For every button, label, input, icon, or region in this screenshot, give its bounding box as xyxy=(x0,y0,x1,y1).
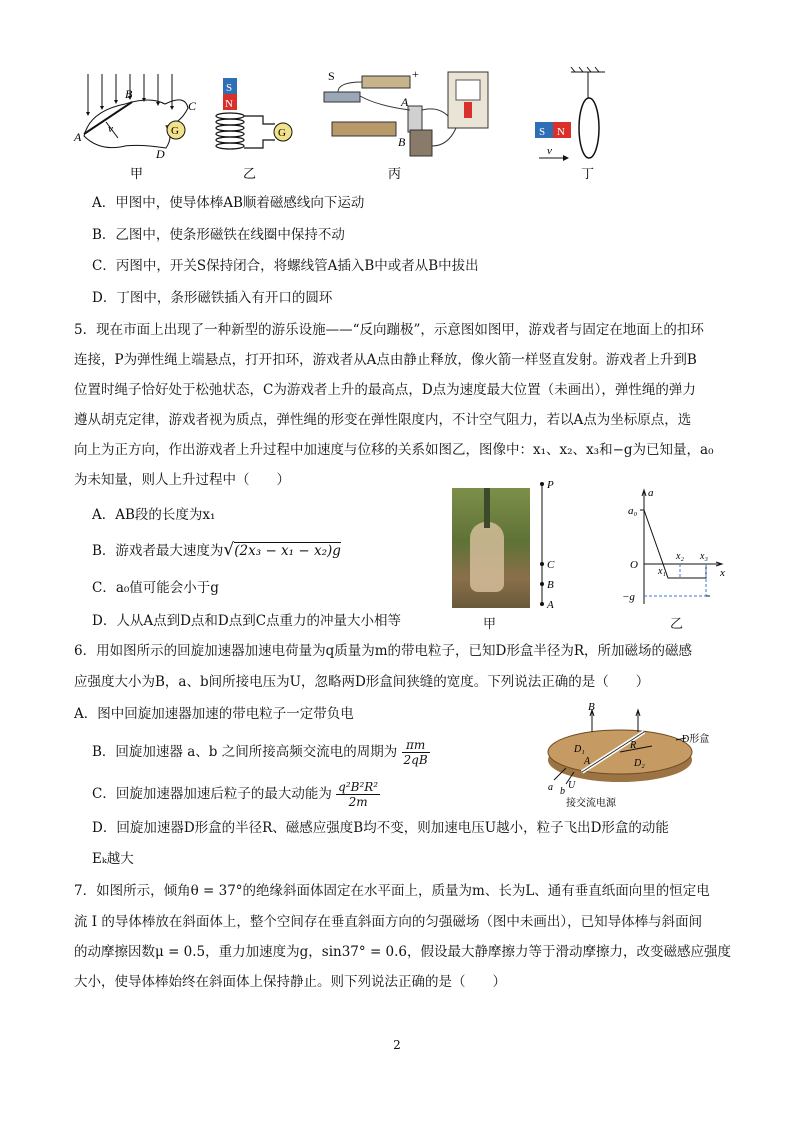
fig-jia-rope-diagram xyxy=(530,478,570,626)
q5-option-b-expr: (2x₃ − x₁ − x₂)g xyxy=(234,543,341,559)
rope-point-c: C xyxy=(547,559,555,571)
cyclo-d2: D₂ xyxy=(634,758,645,769)
fig-bing-label: 丙 xyxy=(388,166,402,181)
q5-option-b: B．游戏者最大速度为√(2x₃ − x₁ − x₂)g xyxy=(92,540,341,560)
cyclo-terminal-b: b xyxy=(560,786,565,797)
q4-option-d: D．丁图中，条形磁铁插入有开口的圆环 xyxy=(92,290,333,306)
q5-stem-line-4: 遵从胡克定律，游戏者视为质点，弹性绳的形变在弹性限度内，不计空气阻力，若以A点为坐标原点，选 xyxy=(74,412,692,428)
q5-option-c: C．a₀值可能会小于g xyxy=(92,580,219,596)
q6-option-c-prefix: C．回旋加速器加速后粒子的最大动能为 xyxy=(92,786,332,802)
graph-x1: x₁ xyxy=(658,566,666,577)
cyclo-ac-source: 接交流电源 xyxy=(566,798,616,809)
cyclo-radius: R xyxy=(630,740,637,751)
cyclo-d1: D₁ xyxy=(574,744,585,755)
q6-option-c xyxy=(92,780,380,809)
fig-yi xyxy=(205,72,305,184)
jia-point-b: B xyxy=(125,87,133,101)
q4-option-c: C．丙图中，开关S保持闭合，将螺线管A插入B中或者从B中拔出 xyxy=(92,258,479,274)
graph-axis-a: a xyxy=(648,487,654,499)
q6-option-c-fraction xyxy=(336,780,380,809)
q7-stem-line-4: 大小，使导体棒始终在斜面体上保持静止。则下列说法正确的是（ ） xyxy=(74,974,506,990)
graph-neg-g: −g xyxy=(622,591,635,603)
q6-option-b xyxy=(92,738,430,767)
q4-option-a: A．甲图中，使导体棒AB顺着磁感线向下运动 xyxy=(92,195,365,211)
cyclo-d-box-label: D形盒 xyxy=(682,734,710,745)
fig-jia-label: 甲 xyxy=(130,166,144,181)
bing-coil-a: A xyxy=(401,95,409,109)
q7-stem-line-3: 的动摩擦因数μ = 0.5，重力加速度为g，sin37° = 0.6，假设最大静摩擦力等于滑动摩擦力，改变磁感应强度 xyxy=(74,944,732,960)
q6-c-numerator: q²B²R² xyxy=(338,780,379,794)
ding-magnet-n: N xyxy=(557,126,565,138)
q6-option-b-prefix: B．回旋加速器 a、b 之间所接高频交流电的周期为 xyxy=(92,744,398,760)
fig-bing xyxy=(318,66,498,184)
q6-c-denominator: 2m xyxy=(348,795,368,809)
q6-b-denominator: 2qB xyxy=(403,753,428,767)
yi-magnet-n: N xyxy=(225,98,233,110)
fig-ding xyxy=(525,66,625,184)
fig-jia xyxy=(70,66,210,184)
q4-option-b: B．乙图中，使条形磁铁在线圈中保持不动 xyxy=(92,227,345,243)
fig-yi-label: 乙 xyxy=(243,166,257,181)
ding-velocity: v xyxy=(547,145,552,157)
q6-stem-line-1: 6．用如图所示的回旋加速器加速电荷量为q质量为m的带电粒子，已知D形盒半径为R，所加磁场的磁感 xyxy=(74,643,693,659)
q6-stem-line-2: 应强度大小为B，a、b间所接电压为U，忽略两D形盒间狭缝的宽度。下列说法正确的是（ ） xyxy=(74,674,650,690)
cyclo-b-field: B xyxy=(588,702,595,713)
graph-x2: x₂ xyxy=(676,551,684,562)
photo-rope xyxy=(484,488,490,528)
photo-person xyxy=(470,522,504,592)
q7-stem-line-1: 7．如图所示，倾角θ = 37°的绝缘斜面体固定在水平面上，质量为m、长为L、通有垂直纸面向里的恒定电 xyxy=(74,883,710,899)
q5-option-a: A．AB段的长度为x₁ xyxy=(92,507,216,523)
bing-switch-s: S xyxy=(328,69,335,83)
q5-stem-line-6: 为未知量，则人上升过程中（ ） xyxy=(74,472,290,488)
rope-point-p: P xyxy=(547,479,554,491)
cyclo-voltage: U xyxy=(568,780,576,791)
jia-point-d: D xyxy=(156,147,165,161)
jia-g-label: G xyxy=(171,125,179,137)
cyclo-point-a: A xyxy=(584,756,591,767)
bing-plus: + xyxy=(412,67,419,81)
q5-option-d: D．人从A点到D点和D点到C点重力的冲量大小相等 xyxy=(92,613,402,629)
graph-axis-x: x xyxy=(720,567,725,579)
rope-point-a: A xyxy=(547,599,554,611)
q6-option-b-fraction xyxy=(402,738,430,767)
q6-b-numerator: πm xyxy=(402,738,430,753)
graph-x3: x₃ xyxy=(700,551,708,562)
q7-stem-line-2: 流 I 的导体棒放在斜面体上，整个空间存在垂直斜面方向的匀强磁场（图中未画出），已知导体棒与斜面间 xyxy=(74,914,703,930)
q5-stem-line-5: 向上为正方向，作出游戏者上升过程中加速度与位移的关系如图乙，图像中：x₁、x₂、x₃和−g为已知量，a₀ xyxy=(74,442,714,458)
rope-point-b: B xyxy=(547,579,554,591)
cyclo-terminal-a: a xyxy=(548,782,553,793)
q5-option-b-prefix: B．游戏者最大速度为 xyxy=(92,543,224,559)
yi-magnet-s: S xyxy=(226,82,233,94)
jia-point-a: A xyxy=(74,130,82,144)
q5-stem-line-2: 连接，P为弹性绳上端悬点，打开扣环，游戏者从A点由静止释放，像火箭一样竖直发射。游戏者上升到B xyxy=(74,352,697,368)
q6-option-d-line-1: D．回旋加速器D形盒的半径R、磁感应强度B均不变，则加速电压U越小，粒子飞出D形盒的动能 xyxy=(92,820,669,836)
jia-point-c: C xyxy=(188,99,197,113)
ding-magnet-s: S xyxy=(539,126,546,138)
q5-fig-yi-label: 乙 xyxy=(670,617,684,632)
fig-ding-label: 丁 xyxy=(581,166,595,181)
page-number: 2 xyxy=(393,1038,401,1052)
q5-fig-jia-label: 甲 xyxy=(483,617,497,632)
q5-stem-line-1: 5．现在市面上出现了一种新型的游乐设施——“反向蹦极”，示意图如图甲，游戏者与固定在地面上的扣环 xyxy=(74,322,704,338)
q6-option-a: A．图中回旋加速器加速的带电粒子一定带负电 xyxy=(74,706,354,722)
bing-coil-b: B xyxy=(398,135,406,149)
yi-galvanometer: G xyxy=(278,127,286,139)
q6-option-d-line-2: Eₖ越大 xyxy=(92,851,134,867)
fig-yi-accel-graph xyxy=(620,486,730,610)
jia-velocity: v xyxy=(108,123,113,135)
q5-stem-line-3: 位置时绳子恰好处于松弛状态，C为游戏者上升的最高点，D点为速度最大位置（未画出），弹性绳的弹力 xyxy=(74,382,696,398)
graph-a0: a₀ xyxy=(628,505,638,517)
fig-cyclotron xyxy=(534,702,720,812)
graph-origin: O xyxy=(630,559,638,571)
